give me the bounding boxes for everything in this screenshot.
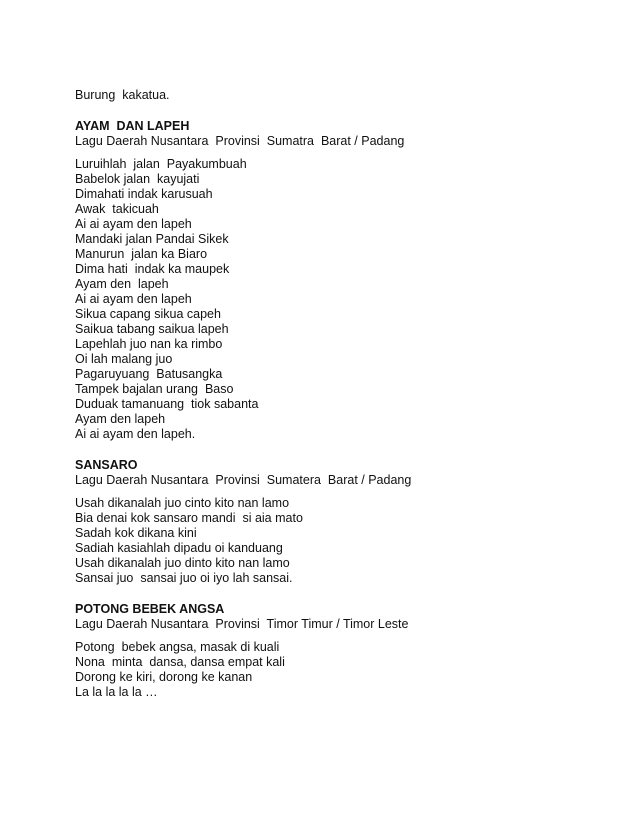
lyric-line: Sadah kok dikana kini <box>75 526 197 540</box>
lyric-line: Sadiah kasiahlah dipadu oi kanduang <box>75 541 283 555</box>
lyric-line: Awak takicuah <box>75 202 159 216</box>
song-title: SANSARO <box>75 458 138 472</box>
lyric-line: Lapehlah juo nan ka rimbo <box>75 337 223 351</box>
lyric-line: Usah dikanalah juo cinto kito nan lamo <box>75 496 290 510</box>
song-subtitle: Lagu Daerah Nusantara Provinsi Sumatera Barat / Padang <box>75 473 412 487</box>
lyric-line: Pagaruyuang Batusangka <box>75 367 223 381</box>
song-subtitle: Lagu Daerah Nusantara Provinsi Timor Timur / Timor Leste <box>75 617 409 631</box>
song-subtitle: Lagu Daerah Nusantara Provinsi Sumatra Barat / Padang <box>75 134 405 148</box>
lyric-line: Manurun jalan ka Biaro <box>75 247 208 261</box>
song-lyrics <box>75 640 595 700</box>
lyric-line: Duduak tamanuang tiok sabanta <box>75 397 259 411</box>
lyric-line: Ai ai ayam den lapeh <box>75 292 192 306</box>
song-sansaro <box>75 458 595 586</box>
lyric-line: Potong bebek angsa, masak di kuali <box>75 640 280 654</box>
lyric-line: La la la la la … <box>75 685 158 699</box>
lyric-line: Usah dikanalah juo dinto kito nan lamo <box>75 556 290 570</box>
lyric-line: Dima hati indak ka maupek <box>75 262 230 276</box>
document-content <box>75 88 595 716</box>
lyric-line: Bia denai kok sansaro mandi si aia mato <box>75 511 303 525</box>
lyric-line: Sikua capang sikua capeh <box>75 307 221 321</box>
lyric-line: Ayam den lapeh <box>75 412 166 426</box>
lyric-line: Nona minta dansa, dansa empat kali <box>75 655 285 669</box>
song-lyrics <box>75 496 595 586</box>
song-title: AYAM DAN LAPEH <box>75 119 190 133</box>
song-lyrics <box>75 157 595 442</box>
lyric-line: Babelok jalan kayujati <box>75 172 200 186</box>
lyric-line: Mandaki jalan Pandai Sikek <box>75 232 229 246</box>
lyric-line: Tampek bajalan urang Baso <box>75 382 234 396</box>
lyric-line: Ayam den lapeh <box>75 277 169 291</box>
intro-text <box>75 88 595 103</box>
lyric-line: Saikua tabang saikua lapeh <box>75 322 229 336</box>
lyric-line: Dimahati indak karusuah <box>75 187 213 201</box>
intro-line: Burung kakatua. <box>75 88 170 102</box>
song-title: POTONG BEBEK ANGSA <box>75 602 225 616</box>
lyric-line: Ai ai ayam den lapeh <box>75 217 192 231</box>
song-potong-bebek-angsa <box>75 602 595 700</box>
lyric-line: Dorong ke kiri, dorong ke kanan <box>75 670 253 684</box>
song-ayam-dan-lapeh <box>75 119 595 442</box>
lyric-line: Sansai juo sansai juo oi iyo lah sansai. <box>75 571 293 585</box>
lyric-line: Luruihlah jalan Payakumbuah <box>75 157 247 171</box>
lyric-line: Ai ai ayam den lapeh. <box>75 427 196 441</box>
lyric-line: Oi lah malang juo <box>75 352 173 366</box>
